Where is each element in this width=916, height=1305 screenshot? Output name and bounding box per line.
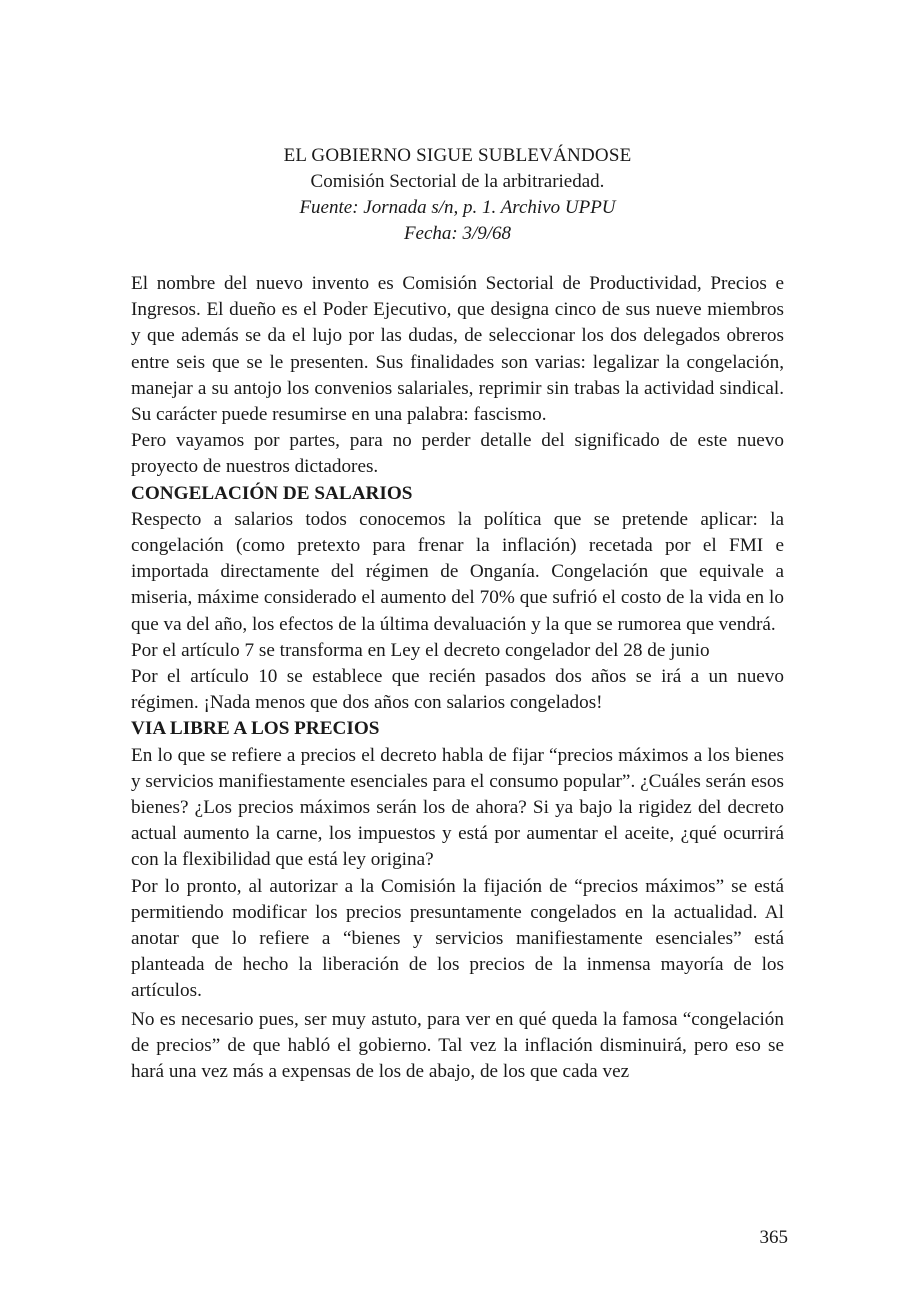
page-number: 365 — [759, 1227, 788, 1248]
section-heading: CONGELACIÓN DE SALARIOS — [131, 482, 413, 504]
article-header — [130, 143, 785, 247]
paragraph: Por lo pronto, al autorizar a la Comisión la fijación de “precios máximos” se está permitiendo modificar los precios presuntamente congelados en la actualidad. Al anotar que lo refiere a “bienes y servicios manifiestamente esenciales” está planteada de hecho la liberación de los precios de la inmensa mayoría de los artículos. — [131, 875, 784, 1002]
paragraph: No es necesario pues, ser muy astuto, para ver en qué queda la famosa “congelación de precios” de que habló el gobierno. Tal vez la inflación disminuirá, pero eso se hará una vez más a expensas de los de abajo, de los que cada vez — [131, 1008, 784, 1083]
article-source: Fuente: Jornada s/n, p. 1. Archivo UPPU — [299, 197, 616, 218]
paragraph: Por el artículo 10 se establece que recién pasados dos años se irá a un nuevo régimen. ¡Nada menos que dos años con salarios congelados! — [131, 666, 784, 714]
article-date: Fecha: 3/9/68 — [403, 223, 512, 244]
paragraph: Respecto a salarios todos conocemos la política que se pretende aplicar: la congelación (como pretexto para frenar la inflación) recetada por el FMI e importada directamente del régimen de Onganía. Congelación que equivale a miseria, máxime considerado el aumento del 70% que sufrió el costo de la vida en lo que va del año, los efectos de la última devaluación y la que se rumorea que vendrá. — [131, 508, 784, 635]
article-subtitle: Comisión Sectorial de la arbitrariedad. — [310, 171, 605, 192]
paragraph: Por el artículo 7 se transforma en Ley el decreto congelador del 28 de junio — [131, 639, 710, 661]
article-body — [131, 271, 784, 1085]
section-heading: VIA LIBRE A LOS PRECIOS — [131, 718, 380, 740]
paragraph: El nombre del nuevo invento es Comisión Sectorial de Productividad, Precios e Ingresos. El dueño es el Poder Ejecutivo, que designa cinco de sus nueve miembros y que además se da el lujo por las dudas, de seleccionar los dos delegados obreros entre seis que se le presenten. Sus finalidades son varias: legalizar la congelación, manejar a su antojo los convenios salariales, reprimir sin trabas la actividad sindical. Su carácter puede resumirse en una palabra: fascismo. — [131, 273, 784, 426]
article-title: EL GOBIERNO SIGUE SUBLEVÁNDOSE — [283, 145, 632, 166]
paragraph: En lo que se refiere a precios el decreto habla de fijar “precios máximos a los bienes y servicios manifiestamente esenciales para el consumo popular”. ¿Cuáles serán esos bienes? ¿Los precios máximos serán los de ahora? Si ya bajo la rigidez del decreto actual aumento la carne, los impuestos y está por aumentar el aceite, ¿qué ocurrirá con la flexibilidad que está ley origina? — [131, 744, 784, 871]
paragraph: Pero vayamos por partes, para no perder detalle del significado de este nuevo proyecto de nuestros dictadores. — [131, 430, 784, 478]
